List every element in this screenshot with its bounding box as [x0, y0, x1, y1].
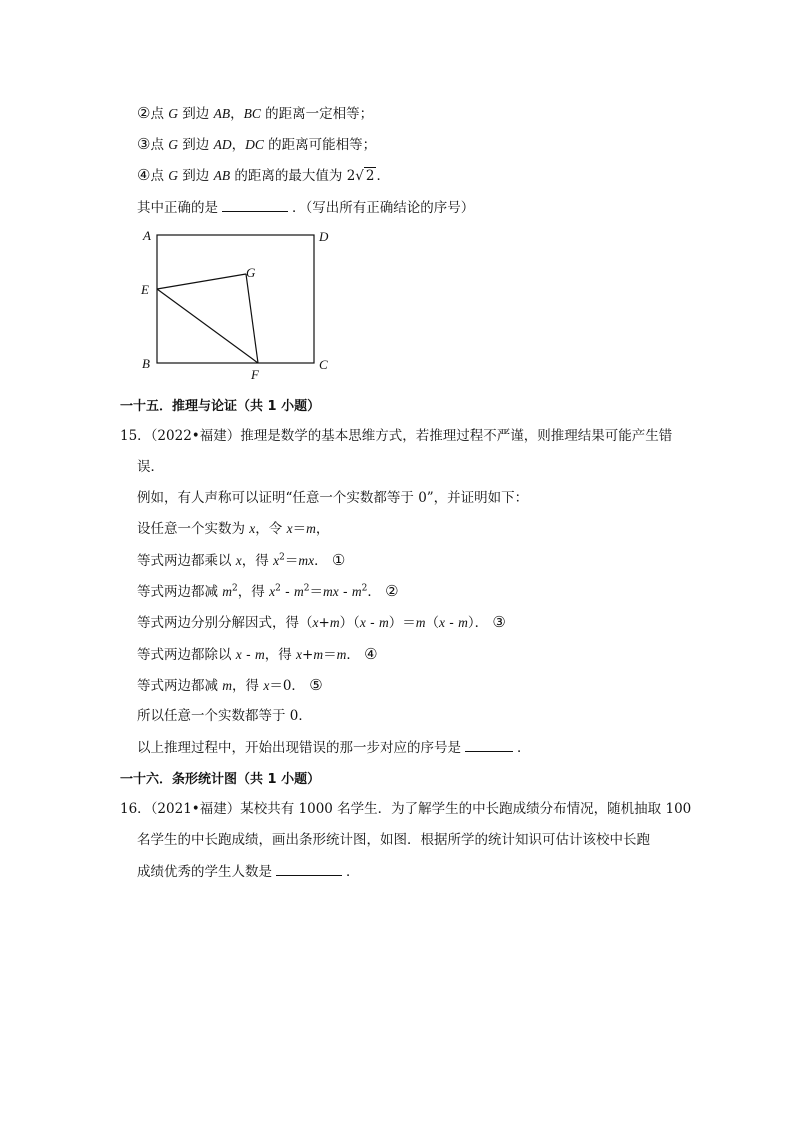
- statement-2: [137, 103, 373, 124]
- segment-ef: [157, 289, 258, 363]
- q16-line-2: 名学生的中长跑成绩，画出条形统计图，如图．根据所学的统计知识可估计该校中长跑: [137, 832, 650, 848]
- var: m: [329, 615, 340, 630]
- var: G: [168, 106, 178, 121]
- rectangle-figure: [130, 222, 350, 390]
- statement-3: [137, 134, 376, 155]
- var: x: [296, 647, 302, 662]
- text: 到边: [178, 106, 214, 122]
- var: m: [336, 647, 347, 662]
- q16-line-1: 16．（2021•福建）某校共有 1000 名学生．为了解学生的中长跑成绩分布情况，随机抽取 100: [120, 801, 692, 817]
- text: 以上推理过程中，开始出现错误的那一步对应的序号是: [137, 740, 461, 756]
- var: m: [351, 584, 362, 599]
- text: 等式两边都除以: [137, 647, 236, 663]
- var: x: [359, 615, 366, 630]
- var: AD: [213, 137, 232, 152]
- var: m: [222, 584, 233, 599]
- label-e: E: [141, 282, 149, 297]
- text: ，得: [264, 647, 296, 663]
- var: m: [313, 647, 324, 662]
- answer-blank[interactable]: [222, 197, 288, 212]
- text: ＝: [309, 584, 323, 600]
- text: （: [425, 615, 439, 631]
- q15-line-2: 误．: [137, 459, 164, 475]
- var: m: [415, 615, 426, 630]
- text: ，令: [255, 521, 287, 537]
- text: 等式两边都乘以: [137, 553, 236, 569]
- text: ．: [346, 864, 360, 880]
- var: m: [222, 678, 233, 693]
- text: -: [444, 615, 459, 631]
- exponent: 2: [275, 583, 281, 594]
- q15-line-1: 15．（2022•福建）推理是数学的基本思维方式，若推理过程不严谨，则推理结果可能产生错: [120, 428, 673, 444]
- text: ＝: [323, 647, 337, 663]
- text: ，: [230, 106, 244, 122]
- var: G: [168, 168, 178, 183]
- q15-ask: [137, 737, 531, 758]
- circled-number: ①: [331, 551, 346, 569]
- circled-number: ⑤: [309, 676, 323, 694]
- var: mx: [298, 553, 315, 568]
- text: 点: [150, 168, 169, 184]
- text: 的距离可能相等；: [263, 137, 377, 153]
- text: ．: [517, 740, 531, 756]
- section-heading-15: 一十五．推理与论证（共 1 小题）: [120, 399, 321, 414]
- label-g: G: [246, 265, 256, 280]
- text: ，得: [237, 584, 270, 600]
- text: ，得: [241, 553, 274, 569]
- exponent: 2: [303, 583, 310, 594]
- var: AB: [213, 106, 231, 121]
- text: ，得: [232, 678, 264, 694]
- text: -: [365, 615, 379, 631]
- label-f: F: [251, 367, 259, 382]
- answer-blank[interactable]: [465, 737, 513, 752]
- var: m: [306, 521, 316, 536]
- text: -: [280, 584, 294, 600]
- q15-step-2: [137, 581, 399, 602]
- var: m: [254, 647, 265, 662]
- var: x: [249, 521, 256, 536]
- var: x: [235, 553, 242, 568]
- text: 等式两边都减: [137, 678, 223, 694]
- text: ）．: [467, 615, 489, 631]
- var: BC: [243, 106, 261, 121]
- radicand: 2: [365, 168, 375, 184]
- text: ．: [314, 553, 328, 569]
- q15-step-0: [137, 519, 329, 539]
- var: x: [269, 584, 276, 599]
- text: ．: [367, 584, 381, 600]
- rectangle-abcd: [157, 235, 314, 363]
- exponent: 2: [279, 552, 285, 563]
- coefficient: 2: [346, 168, 356, 184]
- circled-number: ④: [137, 166, 151, 184]
- q16-line-3: [137, 861, 360, 882]
- text: ＝: [284, 553, 299, 569]
- var: m: [378, 615, 389, 630]
- circled-number: ③: [492, 613, 506, 631]
- text: ．（写出所有正确结论的序号）: [292, 200, 475, 216]
- text: 点: [150, 137, 169, 153]
- text: ）（: [339, 615, 360, 631]
- label-a: A: [143, 228, 151, 243]
- text: 到边: [178, 137, 214, 153]
- text: ＝0．: [269, 678, 305, 694]
- text: -: [338, 584, 352, 600]
- segment-gf: [246, 274, 258, 363]
- sqrt-sign: √: [355, 168, 364, 184]
- var: mx: [322, 584, 339, 599]
- circled-number: ②: [137, 104, 151, 122]
- circled-number: ③: [137, 135, 151, 153]
- statement-4: [137, 165, 390, 186]
- label-c: C: [319, 357, 328, 372]
- circled-number: ②: [385, 582, 399, 600]
- text: ＝: [292, 521, 307, 537]
- text: 设任意一个实数为: [137, 521, 250, 537]
- var: x: [263, 678, 270, 693]
- var: DC: [245, 137, 264, 152]
- text: 等式两边都减: [137, 584, 223, 600]
- section-heading-16: 一十六．条形统计图（共 1 小题）: [120, 772, 321, 787]
- var: G: [168, 137, 178, 152]
- q15-step-4: [137, 644, 378, 665]
- text: ，: [231, 137, 246, 153]
- label-d: D: [319, 229, 329, 244]
- var: AB: [213, 168, 231, 183]
- answer-blank[interactable]: [276, 861, 342, 876]
- text: 等式两边分别分解因式，得（: [137, 615, 313, 631]
- segment-eg: [157, 274, 246, 289]
- exponent: 2: [361, 583, 368, 594]
- var: x: [273, 553, 280, 568]
- text: +: [302, 647, 314, 663]
- text: 成绩优秀的学生人数是: [137, 864, 272, 880]
- q15-conclusion: 所以任意一个实数都等于 0．: [137, 708, 312, 724]
- var: x: [438, 615, 445, 630]
- text: 的距离一定相等；: [260, 106, 374, 122]
- q15-step-1: [137, 550, 345, 571]
- text: 的距离的最大值为: [230, 168, 347, 184]
- text: ．: [376, 168, 390, 184]
- exponent: 2: [232, 583, 238, 594]
- var: x: [286, 521, 293, 536]
- text: ．: [346, 647, 360, 663]
- var: m: [458, 615, 468, 630]
- circled-number: ④: [364, 645, 378, 663]
- text: 到边: [178, 168, 214, 184]
- text: +: [318, 615, 330, 631]
- label-b: B: [142, 356, 150, 371]
- var: x: [312, 615, 319, 630]
- text: ）＝: [388, 615, 416, 631]
- text: 其中正确的是: [137, 200, 218, 216]
- text: 点: [150, 106, 169, 122]
- statement-prompt: [137, 197, 474, 218]
- q15-step-3: [137, 612, 506, 633]
- text: -: [241, 647, 255, 663]
- q15-line-3: 例如，有人声称可以证明“任意一个实数都等于 0”，并证明如下：: [137, 490, 529, 506]
- var: x: [235, 647, 242, 662]
- q15-step-5: [137, 675, 323, 696]
- text: ，: [315, 521, 330, 537]
- var: m: [293, 584, 304, 599]
